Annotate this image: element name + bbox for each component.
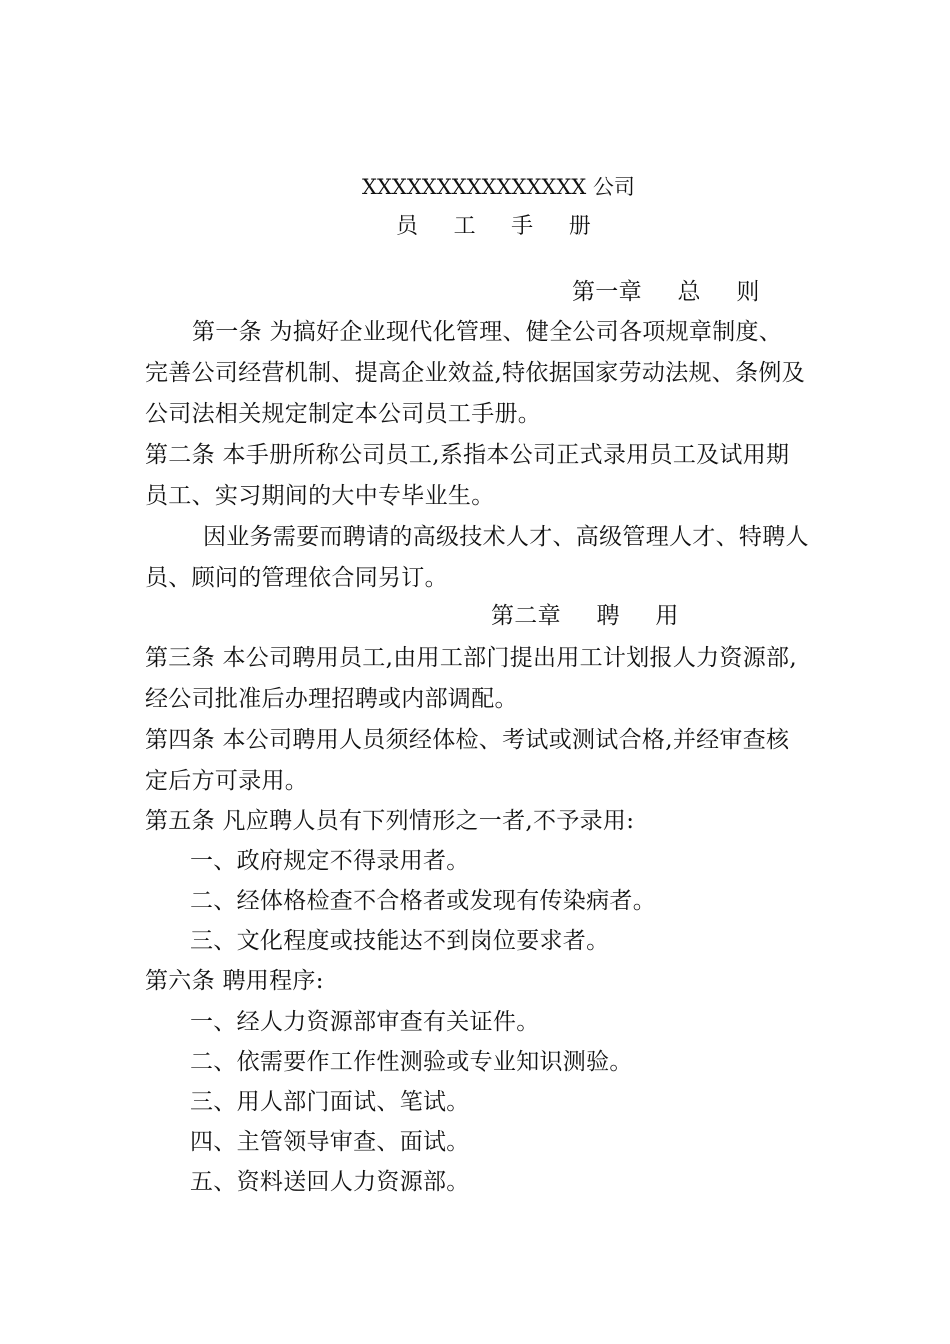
article-2-line-1: 第二条 本手册所称公司员工,系指本公司正式录用员工及试用期: [145, 442, 790, 468]
article-5-item-3: 三、文化程度或技能达不到岗位要求者。: [190, 928, 610, 954]
article-2-line-2: 员工、实习期间的大中专毕业生。: [145, 483, 495, 509]
article-4-line-2: 定后方可录用。: [145, 768, 309, 794]
article-2-note-line-2: 员、顾问的管理依合同另订。: [145, 565, 448, 591]
article-1-line-2: 完善公司经营机制、提高企业效益,特依据国家劳动法规、条例及: [145, 360, 806, 386]
article-5-item-2: 二、经体格检查不合格者或发现有传染病者。: [190, 888, 656, 914]
article-4-line-1: 第四条 本公司聘用人员须经体检、考试或测试合格,并经审查核: [145, 727, 790, 753]
article-1-line-1: 第一条 为搞好企业现代化管理、健全公司各项规章制度、: [192, 319, 783, 345]
article-6-item-4: 四、主管领导审查、面试。: [190, 1129, 470, 1155]
article-2-note-line-1: 因业务需要而聘请的高级技术人才、高级管理人才、特聘人: [203, 524, 809, 550]
article-6-item-5: 五、资料送回人力资源部。: [190, 1169, 470, 1195]
article-3-line-1: 第三条 本公司聘用员工,由用工部门提出用工计划报人力资源部,: [145, 645, 797, 671]
article-6-item-3: 三、用人部门面试、笔试。: [190, 1089, 470, 1115]
company-name: XXXXXXXXXXXXXXX 公司: [362, 175, 635, 199]
chapter-1-heading: 第一章 总 则: [572, 279, 760, 305]
article-1-line-3: 公司法相关规定制定本公司员工手册。: [145, 401, 542, 427]
article-5-item-1: 一、政府规定不得录用者。: [190, 848, 470, 874]
article-5: 第五条 凡应聘人员有下列情形之一者,不予录用:: [145, 808, 635, 834]
chapter-2-heading: 第二章 聘 用: [491, 603, 679, 629]
article-6-item-1: 一、经人力资源部审查有关证件。: [190, 1009, 540, 1035]
document-title: 员 工 手 册: [396, 214, 592, 239]
article-3-line-2: 经公司批准后办理招聘或内部调配。: [145, 686, 518, 712]
article-6-item-2: 二、依需要作工作性测验或专业知识测验。: [190, 1049, 633, 1075]
article-6: 第六条 聘用程序:: [145, 968, 324, 994]
